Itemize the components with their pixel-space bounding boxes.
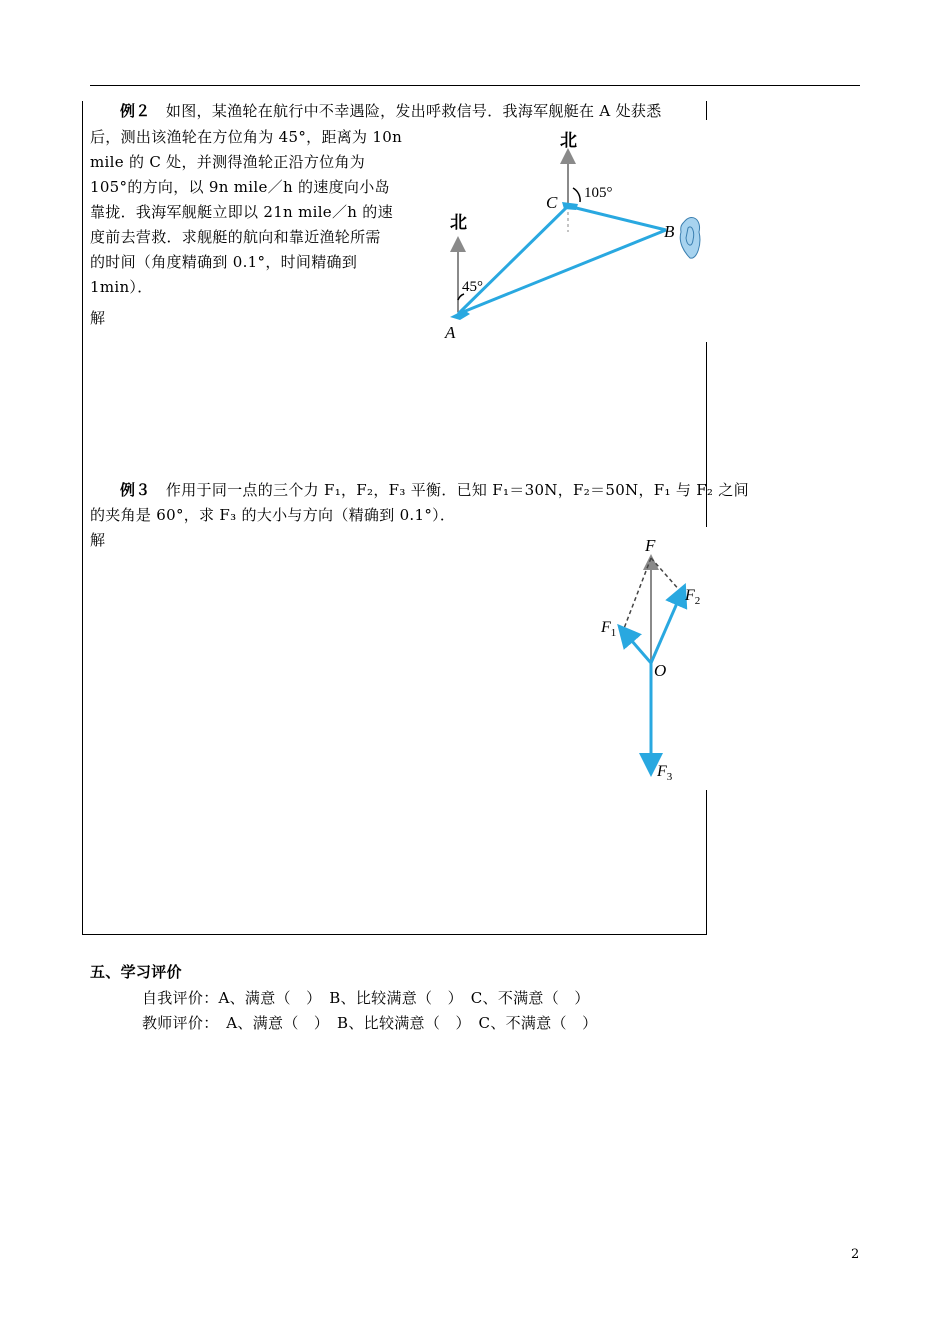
example-2-line-7: 的时间（角度精确到 0.1°，时间精确到 <box>90 253 358 271</box>
teacher-evaluation: 教师评价： A、满意（ ） B、比较满意（ ） C、不满意（ ） <box>142 1014 598 1032</box>
example-2-line-6: 度前去营救．求舰艇的航向和靠近渔轮所需 <box>90 228 381 246</box>
parallelogram-edge-1 <box>623 558 651 631</box>
force-f1-label: $F_1$ <box>601 619 617 639</box>
north-label-a: 北 <box>450 213 467 232</box>
example-2-line-5: 靠拢．我海军舰艇立即以 21n mile／h 的速 <box>90 203 393 221</box>
example-3-line-1: 例３ 作用于同一点的三个力 F₁，F₂，F₃ 平衡．已知 F₁＝30N，F₂＝50N，F₁ 与 F₂ 之间 <box>120 481 749 499</box>
example-3-solution: 解 <box>90 531 106 549</box>
course-c-to-b <box>568 206 666 230</box>
course-a-to-c <box>458 206 568 314</box>
angle-105-label: 105° <box>584 185 613 201</box>
header-rule <box>90 85 860 86</box>
box-right-border <box>706 101 707 120</box>
angle-45-label: 45° <box>462 279 483 295</box>
box-right-border <box>706 790 707 934</box>
example-2-label: 例２ <box>120 102 151 120</box>
course-a-to-b <box>458 230 666 314</box>
section-title: 五、学习评价 <box>90 963 182 981</box>
north-label-c: 北 <box>560 131 577 150</box>
force-f-label: F <box>645 536 656 555</box>
example-2-line-1: 例２ 如图，某渔轮在航行中不幸遇险，发出呼救信号．我海军舰艇在 A 处获悉 <box>120 102 662 120</box>
example-2-line-2: 后，测出该渔轮在方位角为 45°，距离为 10n <box>90 128 403 146</box>
point-c-label: C <box>546 193 558 212</box>
origin-o-label: O <box>654 661 667 680</box>
example-3-label: 例３ <box>120 481 151 499</box>
parallelogram-edge-2 <box>651 558 682 593</box>
island-b-icon <box>680 217 700 258</box>
force-diagram <box>590 528 710 790</box>
self-evaluation: 自我评价：A、满意（ ） B、比较满意（ ） C、不满意（ ） <box>142 989 590 1007</box>
point-a-label: A <box>445 323 456 342</box>
angle-arc-c <box>573 188 580 202</box>
example-2-solution: 解 <box>90 309 106 327</box>
example-2-line-4: 105°的方向，以 9n mile／h 的速度向小岛 <box>90 178 390 196</box>
force-f1-arrow <box>625 633 651 663</box>
force-f2-arrow <box>651 594 681 663</box>
page-number: 2 <box>851 1247 860 1262</box>
example-2-line-8: 1min）． <box>90 278 153 296</box>
rescue-diagram <box>440 120 710 345</box>
force-f3-label: $F_3$ <box>657 763 673 783</box>
fishing-boat-c-icon <box>562 202 578 210</box>
example-3-line-2: 的夹角是 60°，求 F₃ 的大小与方向（精确到 0.1°）． <box>90 506 456 524</box>
force-f2-label: $F_2$ <box>685 587 701 607</box>
point-b-label: B <box>664 222 675 241</box>
example-2-line-3: mile 的 C 处，并测得渔轮正沿方位角为 <box>90 153 366 171</box>
